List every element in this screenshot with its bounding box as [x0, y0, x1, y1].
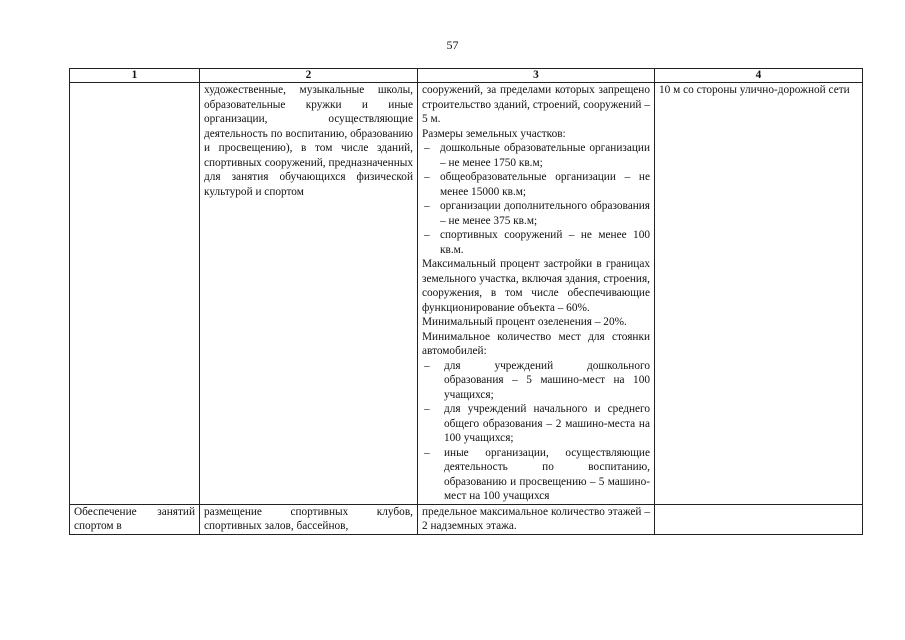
cell-parameters: [418, 83, 655, 505]
list-item: – общеобразовательные организации – не менее 15000 кв.м;: [422, 170, 650, 199]
cell-use-description: художественные, музыкальные школы, образовательные кружки и иные организации, осуществляющие деятельность по воспитанию, образованию и просвещению), в том числе зданий, спортивных сооружений, предназначенных для занятия обучающихся физической культурой и спортом: [200, 83, 418, 505]
param-plot-sizes-heading: Размеры земельных участков:: [422, 127, 566, 140]
cell-parameters: предельное максимальное количество этажей – 2 надземных этажа.: [418, 504, 655, 534]
list-item: – организации дополнительного образования – не менее 375 кв.м;: [422, 199, 650, 228]
column-header-3: 3: [418, 69, 655, 83]
list-item: – для учреждений начального и среднего общего образования – 2 машино-места на 100 учащихся;: [422, 402, 650, 446]
column-header-4: 4: [655, 69, 863, 83]
cell-use-type: Обеспечение занятий спортом в: [70, 504, 200, 534]
list-item: – дошкольные образовательные организации – не менее 1750 кв.м;: [422, 141, 650, 170]
list-item: – для учреждений дошкольного образования – 5 машино-мест на 100 учащихся;: [422, 359, 650, 403]
param-parking-heading: Минимальное количество мест для стоянки автомобилей:: [422, 330, 650, 357]
cell-use-type: [70, 83, 200, 505]
cell-use-description: размещение спортивных клубов, спортивных залов, бассейнов,: [200, 504, 418, 534]
column-header-2: 2: [200, 69, 418, 83]
list-item: – иные организации, осуществляющие деятельность по воспитанию, образованию и просвещению – 5 машино-мест на 100 учащихся: [422, 446, 650, 504]
column-header-1: 1: [70, 69, 200, 83]
table-row: [70, 83, 863, 505]
plot-sizes-list: [422, 141, 650, 257]
param-max-build-percent: Максимальный процент застройки в границах земельного участка, включая здания, строения, сооружения, в том числе обеспечивающие функционирование объекта – 60%.: [422, 258, 650, 314]
cell-setback: [655, 504, 863, 534]
table-header-row: [70, 69, 863, 83]
table-row: [70, 504, 863, 534]
param-setback-text: сооружений, за пределами которых запрещено строительство зданий, строений, сооружений – 5 м.: [422, 84, 650, 125]
page-number: 57: [446, 38, 459, 52]
list-item: – спортивных сооружений – не менее 100 кв.м.: [422, 228, 650, 257]
parking-list: [422, 359, 650, 504]
param-min-green-percent: Минимальный процент озеленения – 20%.: [422, 316, 627, 328]
regulations-table: [69, 68, 863, 535]
cell-setback: 10 м со стороны улично-дорожной сети: [655, 83, 863, 505]
